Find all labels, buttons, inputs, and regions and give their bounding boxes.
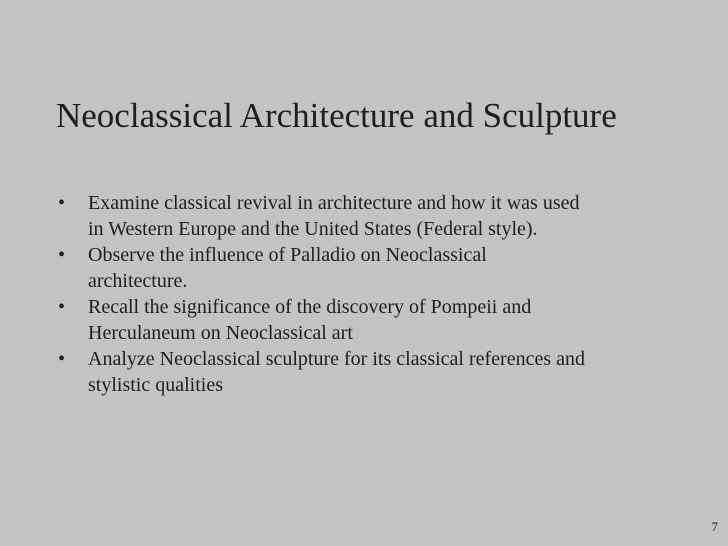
bullet-text-line: Recall the significance of the discovery of Pompeii and (88, 296, 532, 318)
bullet-text-line: in Western Europe and the United States (Federal style). (88, 218, 538, 240)
bullet-list (56, 190, 686, 398)
bullet-item (56, 346, 686, 398)
bullet-text-line: Herculaneum on Neoclassical art (88, 322, 353, 344)
slide-title: Neoclassical Architecture and Sculpture (56, 96, 617, 135)
bullet-icon: • (58, 296, 66, 318)
page-number: 7 (711, 519, 718, 534)
bullet-icon: • (58, 244, 66, 266)
bullet-icon: • (58, 192, 66, 214)
bullet-text-line: Examine classical revival in architecture and how it was used (88, 192, 580, 214)
bullet-item (56, 294, 686, 346)
bullet-item (56, 190, 686, 242)
bullet-item (56, 242, 686, 294)
bullet-icon: • (58, 348, 66, 370)
bullet-text-line: stylistic qualities (88, 374, 223, 396)
bullet-text-line: Observe the influence of Palladio on Neoclassical (88, 244, 487, 266)
bullet-text-line: Analyze Neoclassical sculpture for its classical references and (88, 348, 585, 370)
bullet-text-line: architecture. (88, 270, 188, 292)
